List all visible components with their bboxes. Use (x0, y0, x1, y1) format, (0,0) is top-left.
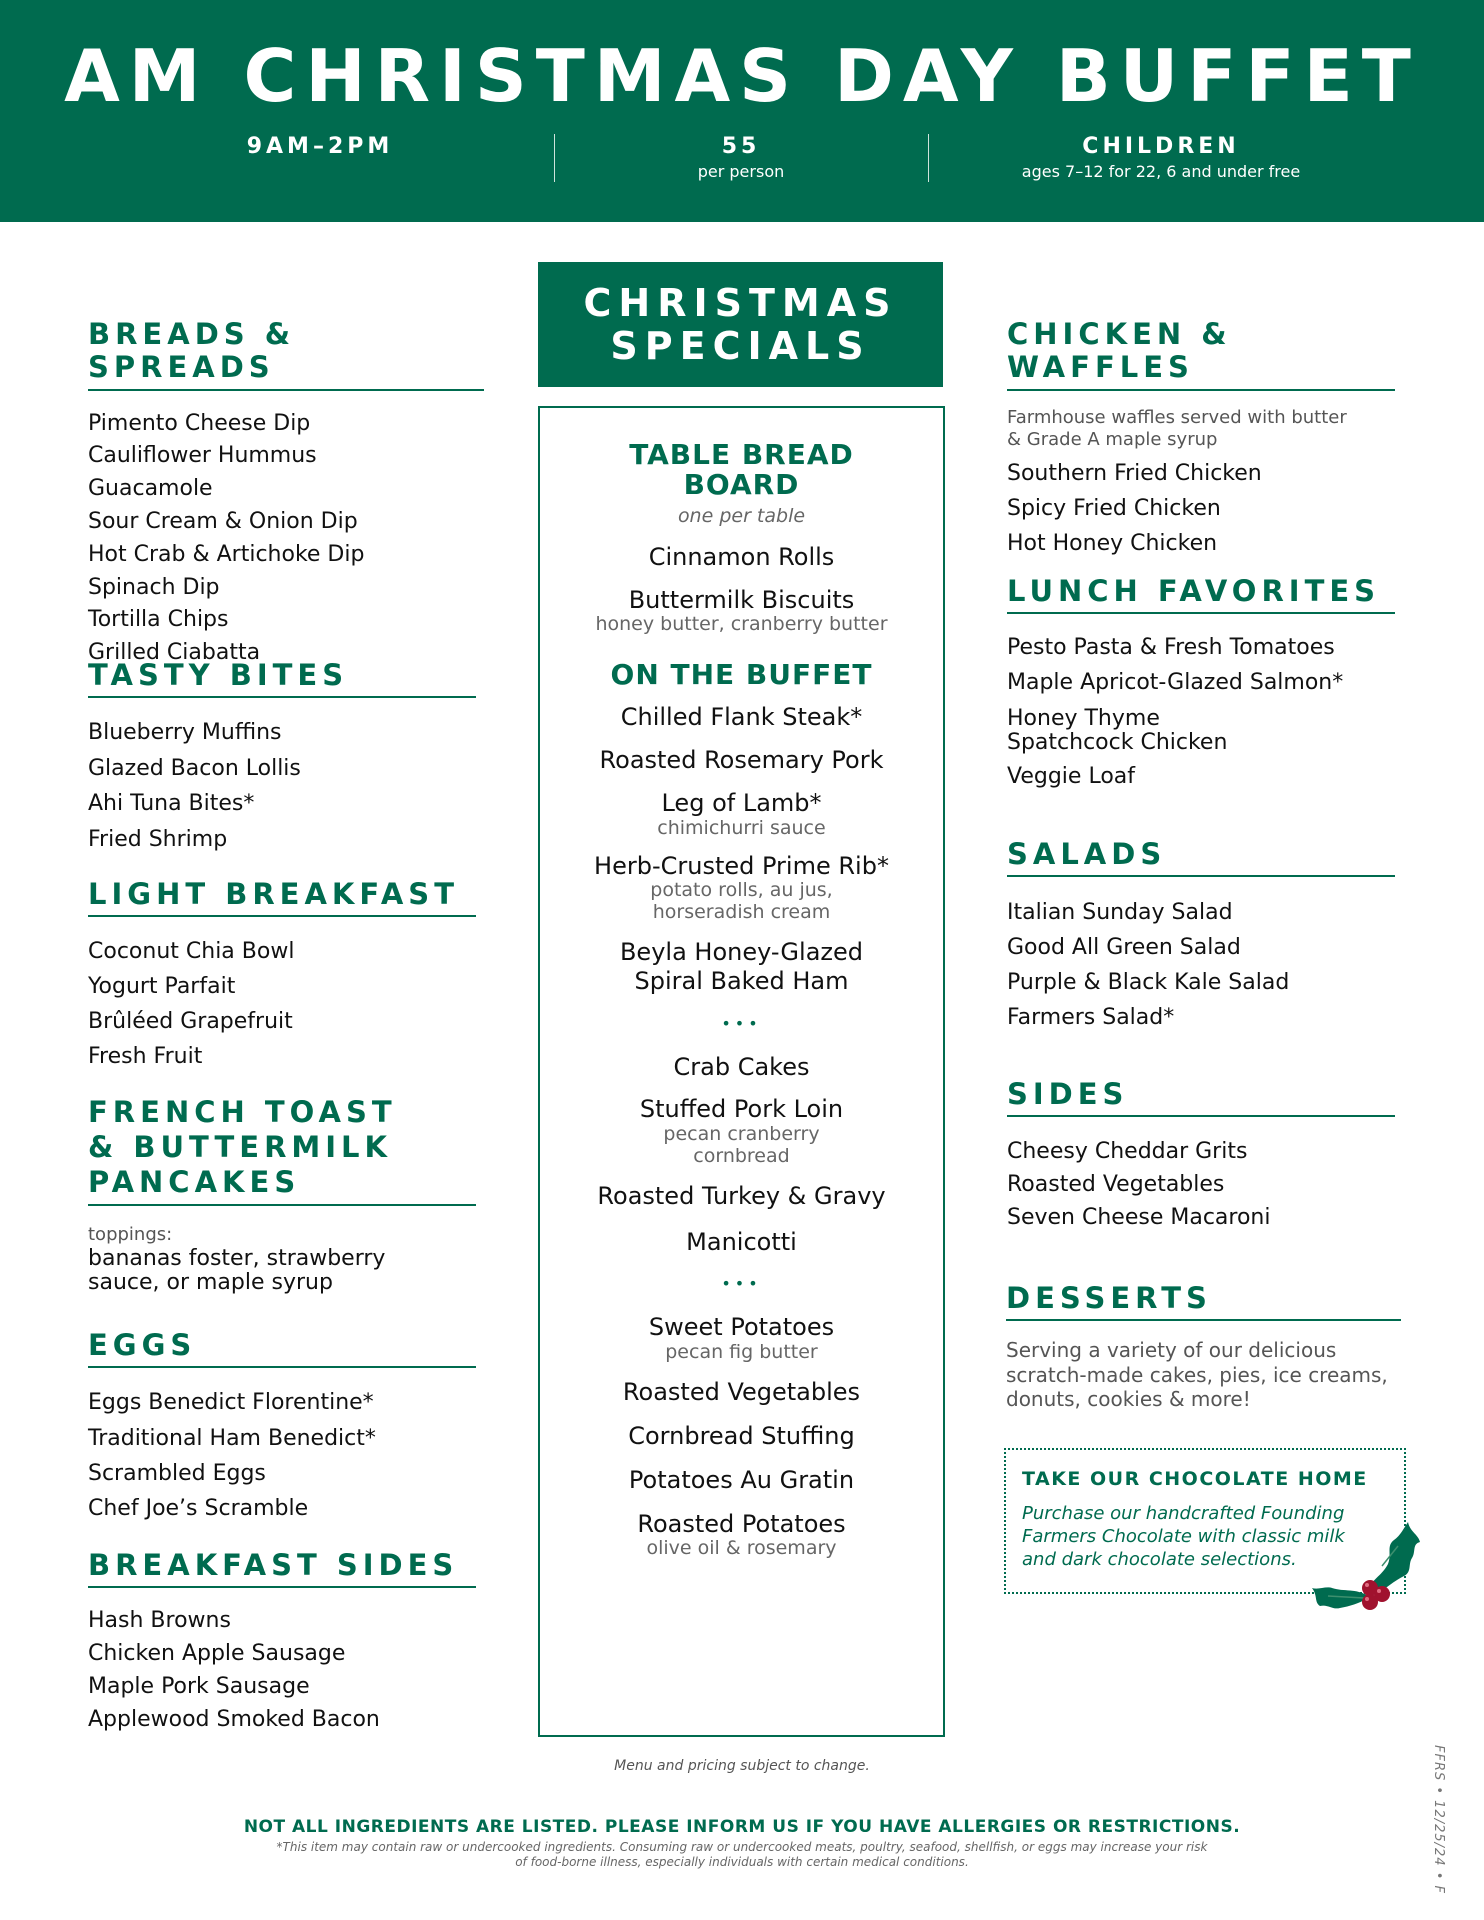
special-item-note: pecan fig butter (665, 1341, 818, 1364)
section-breakfast-sides (88, 1549, 476, 1737)
special-item: Leg of Lamb* (661, 788, 822, 817)
description-line: & Grade A maple syrup (1007, 428, 1218, 450)
disclaimer (0, 1840, 1484, 1870)
special-item: Roasted Vegetables (622, 1378, 861, 1407)
section-sides (1007, 1078, 1395, 1234)
section-description (1006, 1338, 1401, 1412)
page-title: AM CHRISTMAS DAY BUFFET (64, 34, 1420, 118)
disclaimer-line: of food-borne illness, especially individuals with certain medical conditions. (515, 1855, 969, 1869)
menu-item: Italian Sunday Salad (1007, 900, 1233, 926)
section-title: EGGS (88, 1329, 476, 1368)
section-title: SIDES (1007, 1078, 1395, 1117)
description-line: Serving a variety of our delicious (1006, 1338, 1337, 1363)
menu-item: Chicken Apple Sausage (88, 1641, 346, 1667)
hours-block (130, 134, 510, 159)
menu-item: Brûléed Grapefruit (88, 1009, 293, 1035)
menu-item: Cheesy Cheddar Grits (1007, 1139, 1248, 1165)
pricing-note: Menu and pricing subject to change. (614, 1758, 870, 1774)
section-title: DESSERTS (1006, 1282, 1401, 1321)
chocolate-title: TAKE OUR CHOCOLATE HOME (1022, 1468, 1368, 1490)
menu-item: Hash Browns (88, 1608, 231, 1634)
special-item: Spiral Baked Ham (634, 966, 849, 995)
menu-item: Grilled Ciabatta (88, 640, 261, 666)
price-note: per person (697, 162, 785, 181)
section-title: BREADS & SPREADS (88, 318, 484, 391)
special-item: Roasted Rosemary Pork (599, 746, 884, 775)
specials-title-line: CHRISTMAS (583, 281, 898, 325)
section-title-line: PANCAKES (88, 1165, 301, 1199)
section-title-line: FRENCH TOAST (88, 1095, 397, 1129)
chocolate-text-line: Purchase our handcrafted Founding (1022, 1503, 1345, 1524)
menu-item: Good All Green Salad (1007, 935, 1241, 961)
dots-separator: ••• (721, 1013, 762, 1033)
menu-item: Spatchcock Chicken (1007, 730, 1228, 756)
menu-item: Applewood Smoked Bacon (88, 1706, 380, 1732)
children-note: ages 7–12 for 22, 6 and under free (1021, 162, 1301, 181)
section-title: BREAKFAST SIDES (88, 1549, 476, 1588)
bread-board-note: one per table (677, 505, 806, 527)
menu-item: Guacamole (88, 476, 213, 502)
menu-item: Spicy Fried Chicken (1007, 495, 1221, 521)
bread-board-title-line: BOARD (683, 468, 800, 501)
menu-item: Purple & Black Kale Salad (1007, 970, 1290, 996)
children-label: CHILDREN (1082, 134, 1240, 159)
menu-item: Hot Crab & Artichoke Dip (88, 541, 365, 567)
menu-item: Veggie Loaf (1007, 764, 1136, 790)
section-title-line: & BUTTERMILK (88, 1130, 393, 1164)
bread-board-title (540, 440, 943, 500)
special-item: Herb-Crusted Prime Rib* (594, 851, 889, 880)
divider (928, 134, 929, 182)
menu-item: Eggs Benedict Florentine* (88, 1390, 374, 1416)
specials-box (538, 406, 945, 1737)
menu-item: Yogurt Parfait (88, 974, 236, 1000)
hours: 9AM–2PM (246, 134, 394, 159)
disclaimer-line: *This item may contain raw or undercooked ingredients. Consuming raw or undercooked meats, poultry, seafood, shellfish, or eggs may increase your risk (276, 1840, 1208, 1854)
description-line: Farmhouse waffles served with butter (1007, 406, 1347, 428)
menu-item: Hot Honey Chicken (1007, 530, 1218, 556)
menu-code: FFRS • 12/25/24 • F (1431, 1745, 1446, 1894)
special-item: Sweet Potatoes (648, 1313, 835, 1342)
holly-icon (1308, 1516, 1422, 1616)
section-title (88, 1095, 476, 1206)
section-desserts (1006, 1282, 1401, 1412)
menu-item: Maple Pork Sausage (88, 1673, 310, 1699)
menu-item: Coconut Chia Bowl (88, 939, 295, 965)
special-item: Cornbread Stuffing (628, 1421, 855, 1450)
special-item: Cinnamon Rolls (648, 542, 835, 571)
special-item: Roasted Potatoes (637, 1509, 846, 1538)
menu-item: Pimento Cheese Dip (88, 410, 311, 436)
menu-item: Southern Fried Chicken (1007, 460, 1262, 486)
section-chicken-waffles (1007, 318, 1395, 561)
menu-item: Scrambled Eggs (88, 1460, 266, 1486)
description-line: scratch-made cakes, pies, ice creams, (1006, 1362, 1388, 1387)
section-description (1007, 407, 1395, 451)
section-title: SALADS (1007, 838, 1395, 877)
section-title: CHICKEN & WAFFLES (1007, 318, 1395, 391)
header-banner (0, 0, 1484, 222)
special-item-note: cornbread (693, 1145, 790, 1168)
chocolate-text-line: Farmers Chocolate with classic milk (1022, 1526, 1345, 1547)
special-item: Beyla Honey-Glazed (619, 938, 864, 966)
price: 55 (721, 134, 761, 159)
section-eggs (88, 1329, 476, 1527)
special-item-note: horseradish cream (652, 901, 831, 924)
menu-item: Cauliflower Hummus (88, 443, 317, 469)
price-block (551, 134, 931, 181)
special-item: Potatoes Au Gratin (628, 1465, 855, 1494)
special-item-note: potato rolls, au jus, (650, 879, 833, 902)
menu-item: Spinach Dip (88, 574, 220, 600)
special-item-note: chimichurri sauce (657, 816, 826, 839)
description-line: donuts, cookies & more! (1006, 1387, 1251, 1412)
chocolate-text (1022, 1502, 1345, 1571)
section-salads (1007, 838, 1395, 1035)
special-item: Buttermilk Biscuits (628, 585, 855, 614)
menu-item: Tortilla Chips (88, 607, 229, 633)
menu-item: Glazed Bacon Lollis (88, 755, 301, 781)
section-lunch-favorites (1007, 575, 1395, 794)
specials-title-line: SPECIALS (610, 324, 871, 368)
menu-item: Farmers Salad* (1007, 1005, 1175, 1031)
menu-item: Pesto Pasta & Fresh Tomatoes (1007, 635, 1335, 661)
special-item: Crab Cakes (673, 1052, 810, 1081)
toppings-label: toppings: (88, 1224, 173, 1245)
section-tasty-bites (88, 659, 476, 857)
section-title: LUNCH FAVORITES (1007, 575, 1395, 614)
toppings-line: sauce, or maple syrup (88, 1269, 333, 1295)
special-item: Chilled Flank Steak* (620, 703, 863, 732)
special-item-note: honey butter, cranberry butter (595, 613, 888, 636)
menu-item: Fried Shrimp (88, 826, 228, 852)
menu-item: Ahi Tuna Bites* (88, 791, 255, 817)
section-french-toast (88, 1095, 476, 1295)
special-item: Stuffed Pork Loin (639, 1095, 844, 1124)
children-block (971, 134, 1351, 181)
dots-separator: ••• (721, 1274, 762, 1294)
bread-board-title-line: TABLE BREAD (629, 438, 854, 471)
special-item-note: olive oil & rosemary (646, 1537, 837, 1560)
special-item-note: pecan cranberry (663, 1123, 820, 1146)
buffet-title: ON THE BUFFET (610, 658, 873, 692)
menu-item: Traditional Ham Benedict* (88, 1425, 376, 1451)
section-light-breakfast (88, 878, 476, 1074)
specials-header (538, 262, 943, 387)
menu-item: Sour Cream & Onion Dip (88, 509, 358, 535)
menu-item: Honey Thyme (1007, 706, 1160, 732)
chocolate-text-line: and dark chocolate selections. (1022, 1549, 1297, 1570)
menu-item: Seven Cheese Macaroni (1007, 1205, 1271, 1231)
menu-item: Blueberry Muffins (88, 720, 282, 746)
menu-item: Roasted Vegetables (1007, 1172, 1225, 1198)
menu-item: Chef Joe’s Scramble (88, 1496, 309, 1522)
toppings-line: bananas foster, strawberry (88, 1245, 386, 1271)
section-breads (88, 318, 484, 670)
special-item: Manicotti (686, 1227, 797, 1256)
special-item: Roasted Turkey & Gravy (597, 1181, 886, 1210)
allergy-notice: NOT ALL INGREDIENTS ARE LISTED. PLEASE INFORM US IF YOU HAVE ALLERGIES OR RESTRICTIONS. (243, 1817, 1241, 1837)
menu-item: Fresh Fruit (88, 1044, 203, 1070)
section-title: TASTY BITES (88, 659, 476, 698)
menu-item: Maple Apricot-Glazed Salmon* (1007, 670, 1344, 696)
section-title: LIGHT BREAKFAST (88, 878, 476, 917)
